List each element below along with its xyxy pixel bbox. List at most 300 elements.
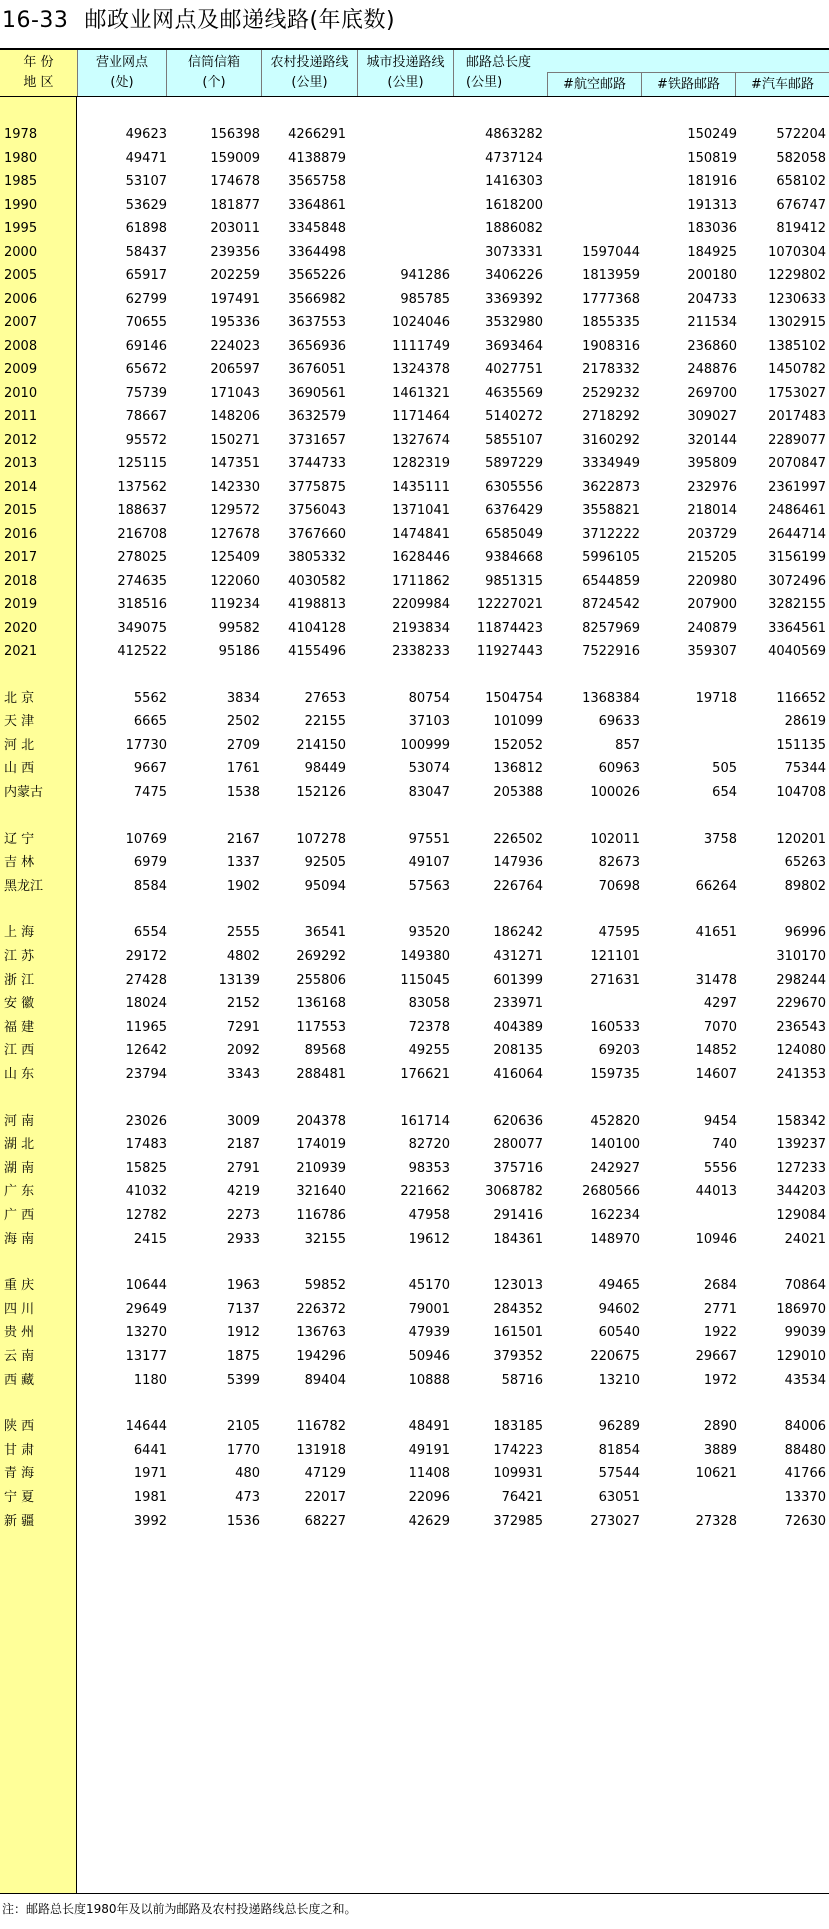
region-row: [0, 1133, 829, 1157]
region-row: [0, 875, 829, 899]
region-row: [0, 969, 829, 993]
cell-urban-routes: 72378: [408, 1019, 450, 1035]
cell-outlets: 41032: [125, 1184, 167, 1200]
cell-total-length: 184361: [493, 1231, 543, 1247]
cell-urban-routes: 1111749: [392, 338, 450, 354]
cell-outlets: 95572: [125, 432, 167, 448]
cell-total-length: 147936: [493, 855, 543, 871]
cell-road-routes: 96996: [784, 925, 826, 941]
table-number: 16-33: [2, 8, 69, 33]
cell-urban-routes: 82720: [408, 1137, 450, 1153]
header-row-label: [0, 50, 77, 96]
cell-rural-routes: 3676051: [288, 362, 346, 377]
cell-rail-routes: 3758: [703, 831, 737, 847]
cell-outlets: 58437: [125, 244, 167, 260]
cell-urban-routes: 985785: [400, 291, 450, 307]
cell-total-length: 1504754: [485, 690, 543, 706]
cell-mailboxes: 2709: [226, 737, 260, 753]
cell-rail-routes: 248876: [687, 362, 737, 377]
cell-rail-routes: 44013: [695, 1184, 737, 1200]
cell-air-routes: 1908316: [582, 338, 640, 354]
cell-air-routes: 49465: [598, 1278, 640, 1294]
cell-rural-routes: 4198813: [288, 597, 346, 612]
cell-mailboxes: 129572: [210, 503, 260, 518]
cell-outlets: 278025: [117, 550, 167, 565]
year-row: [0, 264, 829, 288]
cell-road-routes: 2361997: [768, 479, 826, 495]
cell-urban-routes: 1024046: [392, 315, 450, 330]
cell-road-routes: 158342: [776, 1113, 826, 1129]
cell-road-routes: 2070847: [768, 456, 826, 471]
region-row: [0, 1345, 829, 1369]
cell-road-routes: 89802: [784, 878, 826, 894]
cell-outlets: 412522: [117, 644, 167, 659]
cell-air-routes: 2680566: [582, 1184, 640, 1200]
cell-rail-routes: 240879: [687, 620, 737, 636]
year-row: [0, 499, 829, 523]
cell-outlets: 65917: [125, 268, 167, 283]
cell-urban-routes: 2193834: [392, 620, 450, 636]
cell-outlets: 61898: [125, 221, 167, 236]
cell-total-length: 601399: [493, 972, 543, 988]
cell-road-routes: 236543: [776, 1019, 826, 1035]
cell-rural-routes: 27653: [304, 690, 346, 706]
cell-rail-routes: 181916: [687, 174, 737, 189]
year-label: 1995: [4, 221, 38, 236]
cell-total-length: 375716: [493, 1160, 543, 1176]
cell-outlets: 125115: [117, 456, 167, 471]
cell-rail-routes: 204733: [687, 291, 737, 307]
year-label: 2007: [4, 315, 38, 330]
year-label: 2006: [4, 291, 38, 307]
cell-rail-routes: 215205: [687, 550, 737, 565]
cell-outlets: 65672: [125, 362, 167, 377]
region-row: [0, 851, 829, 875]
cell-outlets: 1981: [133, 1489, 167, 1505]
cell-rural-routes: 89404: [304, 1372, 346, 1388]
cell-mailboxes: 142330: [210, 479, 260, 495]
cell-urban-routes: 19612: [408, 1231, 450, 1247]
cell-road-routes: 124080: [776, 1043, 826, 1059]
cell-rail-routes: 1922: [703, 1325, 737, 1341]
cell-urban-routes: 10888: [408, 1372, 450, 1388]
cell-urban-routes: 57563: [408, 878, 450, 894]
cell-air-routes: 1813959: [582, 268, 640, 283]
cell-mailboxes: 473: [235, 1489, 260, 1505]
cell-road-routes: 582058: [776, 150, 826, 166]
cell-urban-routes: 1371041: [392, 503, 450, 518]
cell-total-length: 208135: [493, 1043, 543, 1059]
year-row: [0, 170, 829, 194]
cell-total-length: 9851315: [485, 573, 543, 589]
cell-rural-routes: 174019: [296, 1137, 346, 1153]
cell-mailboxes: 206597: [210, 362, 260, 377]
cell-urban-routes: 93520: [408, 925, 450, 941]
year-label: 2013: [4, 456, 38, 471]
cell-air-routes: 7522916: [582, 644, 640, 659]
region-row: [0, 828, 829, 852]
year-row: [0, 217, 829, 241]
cell-mailboxes: 125409: [210, 550, 260, 565]
year-row: [0, 640, 829, 664]
cell-urban-routes: 1324378: [392, 362, 450, 377]
cell-total-length: 11874423: [476, 620, 543, 636]
cell-mailboxes: 2273: [226, 1207, 260, 1223]
cell-road-routes: 151135: [776, 737, 826, 753]
cell-urban-routes: 53074: [408, 761, 450, 777]
cell-total-length: 174223: [493, 1442, 543, 1458]
cell-urban-routes: 115045: [400, 972, 450, 988]
cell-road-routes: 298244: [776, 972, 826, 988]
cell-rail-routes: 150249: [687, 127, 737, 142]
cell-mailboxes: 13139: [218, 972, 260, 988]
cell-rural-routes: 4155496: [288, 644, 346, 659]
cell-urban-routes: 149380: [400, 948, 450, 964]
region-label: 青 海: [4, 1466, 35, 1482]
year-row: [0, 476, 829, 500]
cell-road-routes: 120201: [776, 831, 826, 847]
region-row: [0, 1204, 829, 1228]
cell-urban-routes: 1628446: [392, 550, 450, 565]
cell-mailboxes: 119234: [210, 597, 260, 612]
cell-outlets: 13177: [125, 1348, 167, 1364]
cell-rural-routes: 3656936: [288, 338, 346, 354]
cell-rural-routes: 3690561: [288, 385, 346, 401]
cell-outlets: 12642: [125, 1043, 167, 1059]
cell-mailboxes: 3009: [226, 1113, 260, 1129]
cell-road-routes: 99039: [784, 1325, 826, 1341]
cell-rural-routes: 210939: [296, 1160, 346, 1176]
cell-total-length: 205388: [493, 784, 543, 800]
cell-urban-routes: 79001: [408, 1301, 450, 1317]
region-row: [0, 945, 829, 969]
region-row: [0, 1180, 829, 1204]
year-row: [0, 452, 829, 476]
table-title: [2, 4, 395, 38]
cell-rural-routes: 3756043: [288, 503, 346, 518]
year-label: 2021: [4, 644, 38, 659]
cell-outlets: 6665: [133, 714, 167, 730]
cell-mailboxes: 4802: [226, 948, 260, 964]
cell-urban-routes: 42629: [408, 1513, 450, 1529]
region-label: 陕 西: [4, 1419, 35, 1435]
cell-outlets: 13270: [125, 1325, 167, 1341]
cell-rail-routes: 220980: [687, 573, 737, 589]
cell-urban-routes: 11408: [408, 1466, 450, 1482]
cell-rural-routes: 22155: [304, 714, 346, 730]
cell-outlets: 7475: [133, 784, 167, 800]
cell-air-routes: 94602: [598, 1301, 640, 1317]
cell-urban-routes: 80754: [408, 690, 450, 706]
cell-outlets: 10769: [125, 831, 167, 847]
cell-air-routes: 60963: [598, 761, 640, 777]
cell-rural-routes: 4266291: [288, 127, 346, 142]
cell-outlets: 6979: [133, 855, 167, 871]
cell-air-routes: 82673: [598, 855, 640, 871]
cell-road-routes: 1302915: [768, 315, 826, 330]
cell-outlets: 69146: [125, 338, 167, 354]
cell-rail-routes: 309027: [687, 409, 737, 424]
cell-rail-routes: 320144: [687, 432, 737, 448]
cell-road-routes: 241353: [776, 1066, 826, 1082]
cell-rural-routes: 226372: [296, 1301, 346, 1317]
cell-outlets: 27428: [125, 972, 167, 988]
cell-outlets: 23794: [125, 1066, 167, 1082]
cell-outlets: 5562: [133, 690, 167, 706]
cell-total-length: 109931: [493, 1466, 543, 1482]
cell-total-length: 233971: [493, 996, 543, 1012]
year-label: 2018: [4, 573, 38, 589]
cell-outlets: 1180: [133, 1372, 167, 1388]
cell-rural-routes: 89568: [304, 1043, 346, 1059]
header-sub-road: #汽车邮路: [735, 72, 829, 96]
cell-total-length: 280077: [493, 1137, 543, 1153]
cell-air-routes: 81854: [598, 1442, 640, 1458]
cell-urban-routes: 97551: [408, 831, 450, 847]
cell-rail-routes: 41651: [695, 925, 737, 941]
region-label: 重 庆: [4, 1278, 35, 1294]
cell-air-routes: 102011: [590, 831, 640, 847]
cell-air-routes: 6544859: [582, 573, 640, 589]
cell-urban-routes: 176621: [400, 1066, 450, 1082]
cell-total-length: 226764: [493, 878, 543, 894]
cell-rail-routes: 4297: [703, 996, 737, 1012]
cell-rural-routes: 3565226: [288, 268, 346, 283]
cell-air-routes: 69203: [598, 1043, 640, 1059]
cell-road-routes: 3072496: [768, 573, 826, 589]
cell-road-routes: 84006: [784, 1419, 826, 1435]
cell-urban-routes: 1474841: [392, 526, 450, 542]
cell-outlets: 49471: [125, 150, 167, 166]
year-label: 2009: [4, 362, 38, 377]
cell-total-length: 226502: [493, 831, 543, 847]
cell-rail-routes: 10946: [695, 1231, 737, 1247]
cell-outlets: 2415: [133, 1231, 167, 1247]
cell-mailboxes: 171043: [210, 385, 260, 401]
cell-outlets: 78667: [125, 409, 167, 424]
cell-total-length: 284352: [493, 1301, 543, 1317]
cell-total-length: 4027751: [485, 362, 543, 377]
cell-road-routes: 1450782: [768, 362, 826, 377]
cell-air-routes: 220675: [590, 1348, 640, 1364]
cell-total-length: 404389: [493, 1019, 543, 1035]
header-year-label: 年 份: [23, 55, 54, 70]
cell-urban-routes: 1282319: [392, 456, 450, 471]
cell-total-length: 4635569: [485, 385, 543, 401]
cell-air-routes: 5996105: [582, 550, 640, 565]
region-label: 江 苏: [4, 948, 35, 964]
cell-rural-routes: 136168: [296, 996, 346, 1012]
cell-urban-routes: 1435111: [392, 479, 450, 495]
cell-road-routes: 344203: [776, 1184, 826, 1200]
region-label: 甘 肃: [4, 1442, 35, 1458]
cell-mailboxes: 5399: [226, 1372, 260, 1388]
cell-total-length: 4863282: [485, 127, 543, 142]
cell-air-routes: 8257969: [582, 620, 640, 636]
cell-rail-routes: 359307: [687, 644, 737, 659]
cell-air-routes: 1855335: [582, 315, 640, 330]
cell-rail-routes: 232976: [687, 479, 737, 495]
cell-mailboxes: 239356: [210, 244, 260, 260]
cell-road-routes: 41766: [784, 1466, 826, 1482]
year-label: 2010: [4, 385, 38, 401]
cell-urban-routes: 2338233: [392, 644, 450, 659]
cell-mailboxes: 181877: [210, 197, 260, 213]
cell-total-length: 3693464: [485, 338, 543, 354]
header-col-outlets: 营业网点 (处): [77, 50, 166, 96]
year-row: [0, 358, 829, 382]
cell-rail-routes: 218014: [687, 503, 737, 518]
cell-rail-routes: 191313: [687, 197, 737, 213]
region-label: 天 津: [4, 714, 35, 730]
cell-mailboxes: 1761: [226, 761, 260, 777]
cell-total-length: 76421: [501, 1489, 543, 1505]
cell-total-length: 620636: [493, 1113, 543, 1129]
cell-air-routes: 69633: [598, 714, 640, 730]
region-label: 广 西: [4, 1207, 35, 1223]
cell-outlets: 17730: [125, 737, 167, 753]
cell-mailboxes: 4219: [226, 1184, 260, 1200]
cell-road-routes: 3156199: [768, 550, 826, 565]
cell-road-routes: 2289077: [768, 432, 826, 448]
cell-outlets: 9667: [133, 761, 167, 777]
cell-total-length: 1618200: [485, 197, 543, 213]
cell-total-length: 183185: [493, 1419, 543, 1435]
region-row: [0, 781, 829, 805]
cell-road-routes: 75344: [784, 761, 826, 777]
cell-mailboxes: 203011: [210, 221, 260, 236]
region-label: 山 西: [4, 761, 35, 777]
cell-total-length: 1416303: [485, 174, 543, 189]
cell-total-length: 4737124: [485, 150, 543, 166]
cell-rail-routes: 3889: [703, 1442, 737, 1458]
cell-rural-routes: 3775875: [288, 479, 346, 495]
cell-rail-routes: 2684: [703, 1278, 737, 1294]
cell-air-routes: 242927: [590, 1160, 640, 1176]
cell-outlets: 188637: [117, 503, 167, 518]
cell-rail-routes: 184925: [687, 244, 737, 260]
region-row: [0, 1369, 829, 1393]
cell-rail-routes: 2771: [703, 1301, 737, 1317]
region-row: [0, 1321, 829, 1345]
cell-outlets: 49623: [125, 127, 167, 142]
region-row: [0, 921, 829, 945]
cell-total-length: 431271: [493, 948, 543, 964]
cell-road-routes: 229670: [776, 996, 826, 1012]
cell-road-routes: 1070304: [768, 244, 826, 260]
cell-rural-routes: 204378: [296, 1113, 346, 1129]
year-label: 2014: [4, 479, 38, 495]
region-label: 内蒙古: [4, 784, 44, 800]
year-row: [0, 147, 829, 171]
cell-mailboxes: 2933: [226, 1231, 260, 1247]
header-col-rural-routes: 农村投递路线 (公里): [261, 50, 357, 96]
cell-outlets: 29649: [125, 1301, 167, 1317]
cell-road-routes: 28619: [784, 714, 826, 730]
cell-rural-routes: 4030582: [288, 573, 346, 589]
cell-rural-routes: 4138879: [288, 150, 346, 166]
cell-mailboxes: 202259: [210, 268, 260, 283]
cell-outlets: 216708: [117, 526, 167, 542]
year-row: [0, 288, 829, 312]
table-bottom-rule: [0, 1893, 829, 1894]
cell-total-length: 123013: [493, 1278, 543, 1294]
cell-rural-routes: 36541: [304, 925, 346, 941]
year-label: 2015: [4, 503, 38, 518]
cell-rail-routes: 2890: [703, 1419, 737, 1435]
cell-air-routes: 3712222: [582, 526, 640, 542]
year-row: [0, 123, 829, 147]
year-label: 2011: [4, 409, 38, 424]
cell-air-routes: 121101: [590, 948, 640, 964]
cell-road-routes: 4040569: [768, 644, 826, 659]
region-label: 海 南: [4, 1231, 35, 1247]
cell-rural-routes: 3767660: [288, 526, 346, 542]
year-row: [0, 593, 829, 617]
cell-total-length: 416064: [493, 1066, 543, 1082]
cell-mailboxes: 224023: [210, 338, 260, 354]
cell-total-length: 6305556: [485, 479, 543, 495]
cell-total-length: 9384668: [485, 550, 543, 565]
cell-road-routes: 139237: [776, 1137, 826, 1153]
cell-air-routes: 3334949: [582, 456, 640, 471]
region-row: [0, 1510, 829, 1534]
cell-mailboxes: 148206: [210, 409, 260, 424]
year-row: [0, 311, 829, 335]
cell-rail-routes: 27328: [695, 1513, 737, 1529]
cell-air-routes: 2529232: [582, 385, 640, 401]
cell-urban-routes: 221662: [400, 1184, 450, 1200]
year-label: 2000: [4, 244, 38, 260]
cell-rail-routes: 66264: [695, 878, 737, 894]
region-label: 北 京: [4, 690, 35, 706]
cell-rail-routes: 31478: [695, 972, 737, 988]
year-row: [0, 405, 829, 429]
region-row: [0, 1110, 829, 1134]
year-row: [0, 429, 829, 453]
cell-mailboxes: 2152: [226, 996, 260, 1012]
cell-road-routes: 2486461: [768, 503, 826, 518]
cell-mailboxes: 174678: [210, 174, 260, 189]
cell-air-routes: 273027: [590, 1513, 640, 1529]
cell-outlets: 1971: [133, 1466, 167, 1482]
cell-mailboxes: 2555: [226, 925, 260, 941]
cell-urban-routes: 47939: [408, 1325, 450, 1341]
cell-rail-routes: 9454: [703, 1113, 737, 1129]
region-label: 河 南: [4, 1113, 35, 1129]
cell-rail-routes: 654: [712, 784, 737, 800]
cell-road-routes: 129010: [776, 1348, 826, 1364]
region-label: 湖 北: [4, 1137, 35, 1153]
cell-outlets: 62799: [125, 291, 167, 307]
year-label: 1980: [4, 150, 38, 166]
cell-rural-routes: 131918: [296, 1442, 346, 1458]
year-row: [0, 523, 829, 547]
year-row: [0, 194, 829, 218]
region-row: [0, 1274, 829, 1298]
cell-rural-routes: 95094: [304, 878, 346, 894]
cell-mailboxes: 122060: [210, 573, 260, 589]
cell-rural-routes: 3637553: [288, 315, 346, 330]
cell-rural-routes: 116786: [296, 1207, 346, 1223]
cell-rural-routes: 3805332: [288, 550, 346, 565]
cell-total-length: 372985: [493, 1513, 543, 1529]
cell-outlets: 274635: [117, 573, 167, 589]
region-label: 西 藏: [4, 1372, 35, 1388]
cell-air-routes: 3558821: [582, 503, 640, 518]
cell-mailboxes: 150271: [210, 432, 260, 448]
region-row: [0, 1039, 829, 1063]
